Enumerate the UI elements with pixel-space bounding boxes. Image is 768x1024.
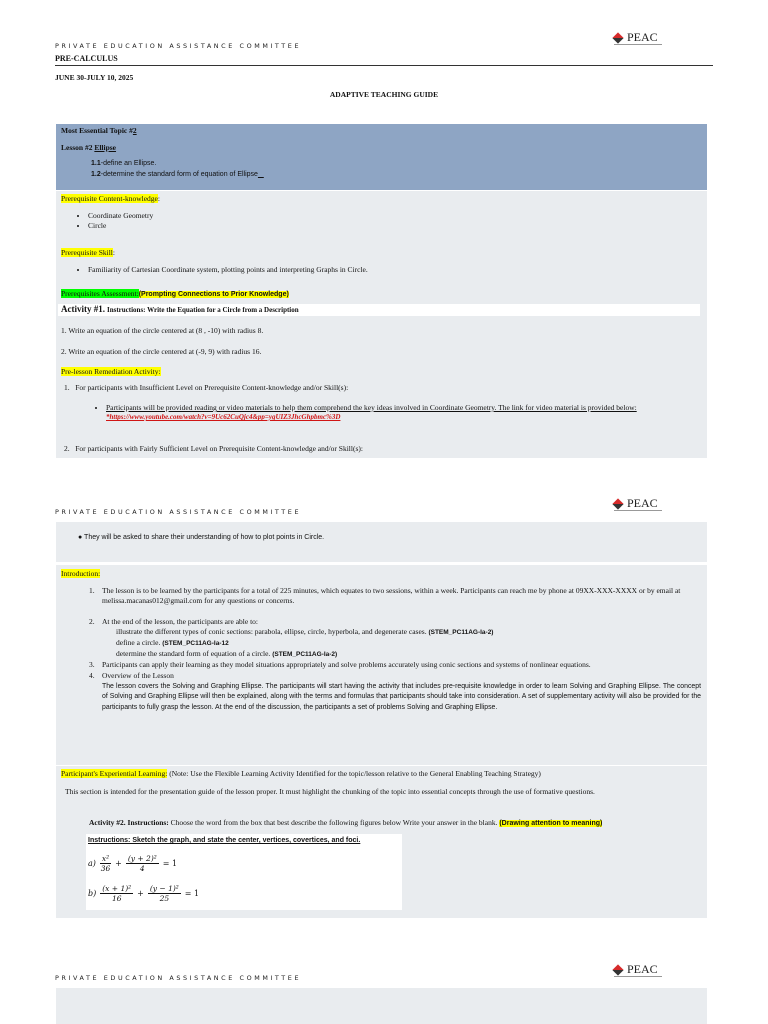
remediation-item-1 bbox=[64, 383, 348, 392]
experiential-description: This section is intended for the presentation guide of the lesson proper. It must highlight the chunking of the topic into essential concepts through the use of formative questions. bbox=[65, 787, 595, 796]
remediation-label-text: Pre-lesson Remediation Activity: bbox=[61, 367, 161, 376]
peac-logo-text: PEAC bbox=[627, 496, 658, 510]
prereq-content-label-text: Prerequisite Content-knowledge bbox=[61, 194, 158, 203]
logo-underline bbox=[614, 44, 662, 45]
experiential-label-text: Participant's Experiential Learning: bbox=[61, 769, 168, 778]
remediation-item-2 bbox=[64, 444, 363, 453]
equation-b bbox=[88, 884, 199, 903]
denominator: 16 bbox=[111, 894, 122, 903]
fraction bbox=[148, 884, 181, 903]
equation-rhs: = 1 bbox=[184, 889, 200, 898]
remediation-item-2-sub bbox=[78, 534, 324, 541]
date-range: JUNE 30-JULY 10, 2025 bbox=[55, 73, 134, 82]
lesson-name: Ellipse bbox=[94, 143, 117, 152]
introduction-label bbox=[61, 569, 100, 578]
competency-code: (STEM_PC11AG-Ia-12 bbox=[162, 640, 229, 647]
prereq-content-list bbox=[74, 210, 153, 230]
question-2: 2. Write an equation of the circle centered at (-9, 9) with radius 16. bbox=[61, 347, 262, 356]
numerator: x² bbox=[101, 854, 110, 863]
remediation-label bbox=[61, 367, 161, 376]
equation-a-label: a) bbox=[88, 859, 96, 868]
intro-item-2b bbox=[116, 638, 701, 649]
intro-item-2c bbox=[116, 649, 701, 660]
peac-logo bbox=[614, 962, 658, 977]
activity-2-header bbox=[89, 818, 701, 827]
question-1: 1. Write an equation of the circle centered at (8 , -10) with radius 8. bbox=[61, 326, 264, 335]
list-item: • Coordinate Geometry bbox=[88, 210, 153, 221]
intro-item-4 bbox=[89, 671, 701, 713]
org-header: PRIVATE EDUCATION ASSISTANCE COMMITTEE bbox=[55, 974, 302, 982]
objective-1-text: -define an Ellipse. bbox=[100, 160, 157, 167]
video-link[interactable]: *https://www.youtube.com/watch?v=9Uc62CuQjc4&pp=ygUIZ3JhcGhpbmc%3D bbox=[106, 413, 341, 421]
remediation-item-2-sub-text: They will be asked to share their understanding of how to plot points in Circle. bbox=[84, 534, 325, 541]
objective-2 bbox=[91, 171, 264, 178]
activity-1-instructions: Instructions: Write the Equation for a Circle from a Description bbox=[107, 306, 299, 314]
topic-number: 2 bbox=[132, 126, 137, 135]
intro-item-4-text: Overview of the Lesson bbox=[102, 671, 174, 680]
assessment-note: (Prompting Connections to Prior Knowledge) bbox=[138, 291, 289, 298]
competency-code: (STEM_PC11AG-Ia-2) bbox=[272, 651, 338, 658]
equation-box bbox=[86, 834, 402, 910]
next-page-panel bbox=[56, 988, 707, 1024]
competency-code: (STEM_PC11AG-Ia-2) bbox=[428, 629, 494, 636]
introduction-label-text: Introduction: bbox=[61, 569, 101, 578]
intro-item-1 bbox=[89, 586, 701, 606]
intro-item-2-text: At the end of the lesson, the participants are able to: bbox=[102, 617, 258, 626]
plus-sign: + bbox=[115, 859, 122, 868]
prereq-skill-label: Prerequisite Skill: bbox=[61, 248, 115, 257]
header-rule bbox=[55, 65, 713, 66]
intro-item-2c-text: determine the standard form of equation of a circle. bbox=[116, 649, 271, 658]
list-item: • Circle bbox=[88, 221, 153, 230]
intro-item-2a bbox=[116, 627, 701, 638]
list-number: 4. bbox=[89, 671, 95, 680]
activity-2-text: Choose the word from the box that best describe the following figures below Write your answer in the blank. bbox=[168, 818, 500, 827]
remediation-item-1-text: For participants with Insufficient Level on Prerequisite Content-knowledge and/or Skill(s): bbox=[75, 383, 349, 392]
remediation-item-2-text: For participants with Fairly Sufficient Level on Prerequisite Content-knowledge and/or Skill(s): bbox=[75, 444, 363, 453]
peac-logo bbox=[614, 496, 658, 511]
fraction bbox=[100, 854, 111, 873]
topic-label bbox=[61, 126, 137, 135]
equation-a bbox=[88, 854, 177, 873]
peac-logo-text: PEAC bbox=[627, 962, 658, 976]
equation-box-title: Instructions: Sketch the graph, and state the center, vertices, covertices, and foci. bbox=[88, 837, 361, 844]
list-item bbox=[106, 403, 718, 422]
denominator: 25 bbox=[159, 894, 170, 903]
list-number: 2. bbox=[64, 444, 76, 453]
peac-logo-icon bbox=[612, 32, 623, 43]
prereq-content-label: Prerequisite Content-knowledge: bbox=[61, 194, 160, 203]
objective-1-number: 1.1 bbox=[91, 160, 101, 167]
list-number: 3. bbox=[89, 660, 95, 669]
video-link-url[interactable]: https://www.youtube.com/watch?v=9Uc62CuQjc4&pp=ygUIZ3JhcGhpbmc%3D bbox=[109, 413, 341, 421]
list-item: • Familiarity of Cartesian Coordinate system, plotting points and interpreting Graphs in Circle. bbox=[88, 264, 368, 275]
denominator: 36 bbox=[100, 864, 111, 873]
peac-logo-text: PEAC bbox=[627, 30, 658, 44]
intro-item-2 bbox=[89, 617, 701, 660]
intro-item-2b-text: define a circle. bbox=[116, 638, 161, 647]
assessment-label-text: Prerequisites Assessment: bbox=[61, 289, 139, 298]
lesson-number: Lesson #2 bbox=[61, 143, 95, 152]
prereq-skill-label-text: Prerequisite Skill bbox=[61, 248, 113, 257]
intro-item-1-text: The lesson is to be learned by the participants for a total of 225 minutes, which equates to two sessions, within a week. Participants can reach me by phone at 09XX-XXX-XXXX or by email at melissa.macanas012@gmail.com for any questions or concerns. bbox=[102, 586, 681, 605]
list-number: 2. bbox=[89, 617, 95, 626]
list-number: 1. bbox=[64, 383, 76, 392]
remediation-sub-list bbox=[92, 403, 718, 422]
org-header: PRIVATE EDUCATION ASSISTANCE COMMITTEE bbox=[55, 42, 302, 50]
experiential-note: (Note: Use the Flexible Learning Activity Identified for the topic/lesson relative to the General Enabling Teaching Strategy) bbox=[167, 769, 541, 778]
activity-2-label: Activity #2. Instructions: bbox=[89, 818, 169, 827]
subject-title: PRE-CALCULUS bbox=[55, 54, 118, 63]
intro-item-3 bbox=[89, 660, 701, 670]
fraction bbox=[126, 854, 159, 873]
document-title: ADAPTIVE TEACHING GUIDE bbox=[329, 90, 439, 99]
numerator: (y − 1)² bbox=[149, 884, 179, 893]
objective-1 bbox=[91, 160, 156, 167]
equation-b-label: b) bbox=[88, 889, 97, 898]
numerator: (y + 2)² bbox=[127, 854, 157, 863]
lesson-overview-text: The lesson covers the Solving and Graphing Ellipse. The participants will start having the activity that includes pre-requisite knowledge in order to learn Solving and Graphing Ellipse. The concept of Solving and Graphing Ellipse will then be explained, along with the terms and formulas that participants should take into consideration. A set of supplementary activity will also be provided for the participants to fully grasp the lesson. At the end of the discussion, the participants a set of problems Solving and Graphing Ellipse. bbox=[102, 682, 701, 711]
numerator: (x + 1)² bbox=[102, 884, 132, 893]
remediation-sub-text: Participants will be provided reading or video materials to help them comprehend the key ideas involved in Coordinate Geometry. The link for video material is provided below: bbox=[106, 403, 637, 412]
topic-panel bbox=[56, 124, 707, 190]
activity-1-row bbox=[58, 304, 700, 316]
list-number: 1. bbox=[89, 586, 95, 595]
remediation-cont-panel bbox=[56, 522, 707, 562]
topic-label-text: Most Essential Topic # bbox=[61, 126, 133, 135]
objective-2-number: 1.2 bbox=[91, 171, 101, 178]
intro-item-3-text: Participants can apply their learning as they model situations appropriately and solve problems accurately using conic sections and systems of nonlinear equations. bbox=[102, 660, 591, 669]
peac-logo bbox=[614, 30, 658, 45]
activity-2-highlight: (Drawing attention to meaning) bbox=[499, 820, 603, 827]
activity-1-label: Activity #1. bbox=[61, 304, 105, 314]
equation-rhs: = 1 bbox=[162, 859, 178, 868]
experiential-label bbox=[61, 769, 701, 778]
intro-item-2a-text: illustrate the different types of conic sections: parabola, ellipse, circle, hyperbola, and degenerate cases. bbox=[116, 627, 427, 636]
peac-logo-icon bbox=[612, 964, 623, 975]
bullet: ● bbox=[78, 534, 85, 541]
org-header: PRIVATE EDUCATION ASSISTANCE COMMITTEE bbox=[55, 508, 302, 516]
fraction bbox=[100, 884, 133, 903]
objective-2-text: -determine the standard form of equation of Ellipse bbox=[100, 171, 258, 178]
denominator: 4 bbox=[139, 864, 145, 873]
assessment-label bbox=[61, 289, 289, 298]
plus-sign: + bbox=[137, 889, 144, 898]
logo-underline bbox=[614, 510, 662, 511]
logo-underline bbox=[614, 976, 662, 977]
peac-logo-icon bbox=[612, 498, 623, 509]
prereq-skill-list bbox=[74, 264, 368, 275]
lesson-label bbox=[61, 143, 116, 152]
